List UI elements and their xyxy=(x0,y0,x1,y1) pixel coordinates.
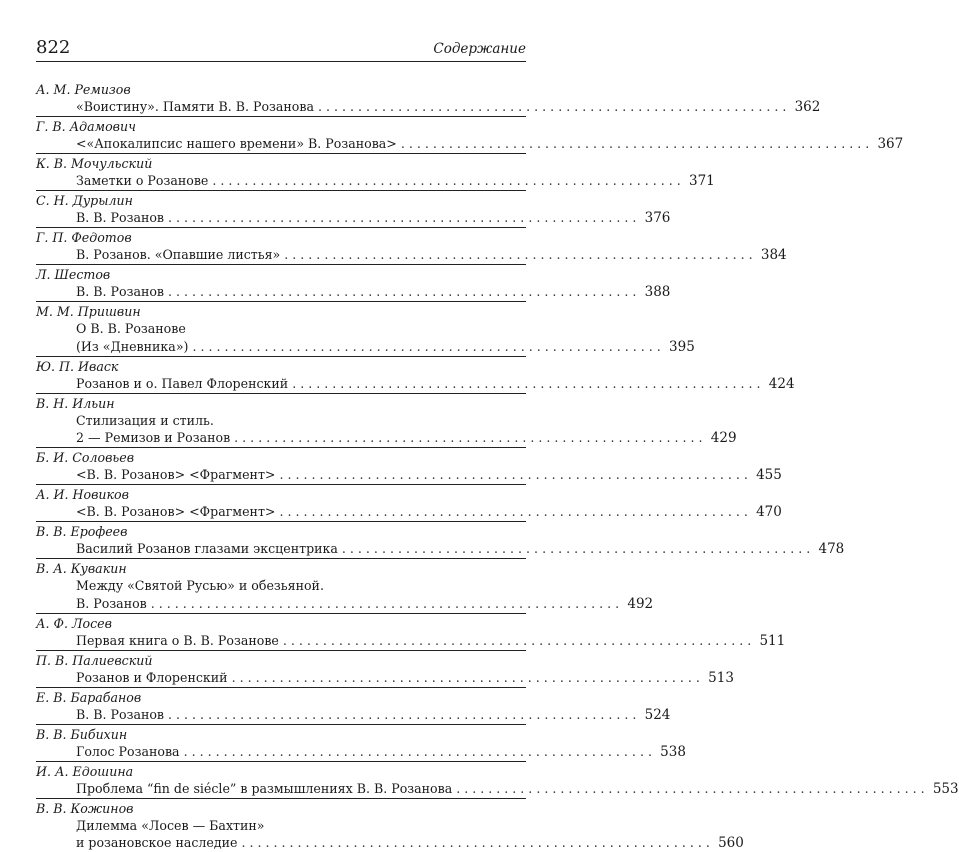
entry-page-number: 384 xyxy=(757,246,787,264)
toc-entry xyxy=(36,485,526,522)
toc-entry xyxy=(36,651,526,688)
toc-entry xyxy=(36,302,526,357)
entry-author: А. М. Ремизов xyxy=(36,80,526,98)
dot-leader: . . . . . . . . . . . . . . . . . . . . . . . . . . . . . . . . . . . . . . . . . . . . . . . . . . . . . . . . . . . xyxy=(284,246,752,264)
entry-author: В. В. Кожинов xyxy=(36,799,526,817)
entry-page-number: 376 xyxy=(640,209,670,227)
toc-entry xyxy=(36,799,526,852)
entry-title: Розанов и о. Павел Флоренский xyxy=(76,375,288,393)
entry-page-number: 371 xyxy=(685,172,715,190)
entry-title: «Воистину». Памяти В. В. Розанова xyxy=(76,98,314,116)
entry-page-number: 455 xyxy=(752,466,782,484)
entry-title-row xyxy=(36,135,526,153)
dot-leader: . . . . . . . . . . . . . . . . . . . . . . . . . . . . . . . . . . . . . . . . . . . . . . . . . . . . . . . . . . . xyxy=(168,209,636,227)
entry-title: В. Розанов. «Опавшие листья» xyxy=(76,246,280,264)
entry-author: К. В. Мочульский xyxy=(36,154,526,172)
entry-title-row xyxy=(36,780,526,798)
entry-title: В. В. Розанов xyxy=(76,706,164,724)
entry-title-row xyxy=(36,540,526,558)
entry-title-row xyxy=(36,503,526,521)
header-rule xyxy=(36,61,526,62)
entry-title-row xyxy=(36,375,526,393)
entry-author: И. А. Едошина xyxy=(36,762,526,780)
entry-page-number: 429 xyxy=(707,429,737,447)
entry-page-number: 395 xyxy=(665,338,695,356)
entry-author: П. В. Палиевский xyxy=(36,651,526,669)
toc-entry xyxy=(36,688,526,725)
toc-entry xyxy=(36,762,526,799)
dot-leader: . . . . . . . . . . . . . . . . . . . . . . . . . . . . . . . . . . . . . . . . . . . . . . . . . . . . . . . . . . . xyxy=(168,706,636,724)
toc-entry xyxy=(36,265,526,302)
entry-title: Василий Розанов глазами эксцентрика xyxy=(76,540,338,558)
toc-entry xyxy=(36,228,526,265)
entry-page-number: 524 xyxy=(640,706,670,724)
entry-title-row xyxy=(36,595,526,613)
entry-title-row xyxy=(36,338,526,356)
table-of-contents xyxy=(36,80,526,852)
toc-entry xyxy=(36,357,526,394)
entry-page-number: 560 xyxy=(714,834,744,852)
entry-page-number: 388 xyxy=(640,283,670,301)
entry-title-row xyxy=(36,743,526,761)
entry-author: Ю. П. Иваск xyxy=(36,357,526,375)
entry-title-row xyxy=(36,209,526,227)
toc-entry xyxy=(36,448,526,485)
entry-title: <В. В. Розанов> <Фрагмент> xyxy=(76,503,275,521)
entry-title: Заметки о Розанове xyxy=(76,172,208,190)
entry-author: В. А. Кувакин xyxy=(36,559,526,577)
dot-leader: . . . . . . . . . . . . . . . . . . . . . . . . . . . . . . . . . . . . . . . . . . . . . . . . . . . . . . . . . . . xyxy=(279,466,747,484)
entry-author: Б. И. Соловьев xyxy=(36,448,526,466)
toc-entry xyxy=(36,191,526,228)
entry-title: <В. В. Розанов> <Фрагмент> xyxy=(76,466,275,484)
toc-entry xyxy=(36,394,526,449)
entry-author: Г. В. Адамович xyxy=(36,117,526,135)
entry-page-number: 492 xyxy=(623,595,653,613)
dot-leader: . . . . . . . . . . . . . . . . . . . . . . . . . . . . . . . . . . . . . . . . . . . . . . . . . . . . . . . . . . . xyxy=(401,135,869,153)
entry-page-number: 362 xyxy=(790,98,820,116)
toc-entry xyxy=(36,154,526,191)
entry-title: Первая книга о В. В. Розанове xyxy=(76,632,279,650)
entry-title: Розанов и Флоренский xyxy=(76,669,228,687)
dot-leader: . . . . . . . . . . . . . . . . . . . . . . . . . . . . . . . . . . . . . . . . . . . . . . . . . . . . . . . . . . . xyxy=(241,834,709,852)
entry-title: <«Апокалипсис нашего времени» В. Розанова> xyxy=(76,135,397,153)
dot-leader: . . . . . . . . . . . . . . . . . . . . . . . . . . . . . . . . . . . . . . . . . . . . . . . . . . . . . . . . . . . xyxy=(318,98,786,116)
dot-leader: . . . . . . . . . . . . . . . . . . . . . . . . . . . . . . . . . . . . . . . . . . . . . . . . . . . . . . . . . . . xyxy=(279,503,747,521)
dot-leader: . . . . . . . . . . . . . . . . . . . . . . . . . . . . . . . . . . . . . . . . . . . . . . . . . . . . . . . . . . . xyxy=(168,283,636,301)
entry-page-number: 553 xyxy=(929,780,959,798)
entry-author: В. В. Бибихин xyxy=(36,725,526,743)
entry-author: А. Ф. Лосев xyxy=(36,614,526,632)
entry-title-row xyxy=(36,706,526,724)
dot-leader: . . . . . . . . . . . . . . . . . . . . . . . . . . . . . . . . . . . . . . . . . . . . . . . . . . . . . . . . . . . xyxy=(456,780,924,798)
entry-title: В. В. Розанов xyxy=(76,209,164,227)
entry-page-number: 424 xyxy=(765,375,795,393)
entry-page-number: 470 xyxy=(752,503,782,521)
entry-title: Голос Розанова xyxy=(76,743,180,761)
entry-author: Л. Шестов xyxy=(36,265,526,283)
page-number: 822 xyxy=(36,38,70,58)
dot-leader: . . . . . . . . . . . . . . . . . . . . . . . . . . . . . . . . . . . . . . . . . . . . . . . . . . . . . . . . . . . xyxy=(184,743,652,761)
toc-entry xyxy=(36,559,526,614)
entry-title-row xyxy=(36,669,526,687)
entry-title-row xyxy=(36,429,526,447)
entry-author: В. В. Ерофеев xyxy=(36,522,526,540)
entry-author: А. И. Новиков xyxy=(36,485,526,503)
entry-title: Проблема “fin de siécle” в размышлениях В. В. Розанова xyxy=(76,780,452,798)
entry-page-number: 511 xyxy=(755,632,785,650)
running-title: Содержание xyxy=(433,40,526,58)
dot-leader: . . . . . . . . . . . . . . . . . . . . . . . . . . . . . . . . . . . . . . . . . . . . . . . . . . . . . . . . . . . xyxy=(192,338,660,356)
entry-page-number: 513 xyxy=(704,669,734,687)
entry-page-number: 367 xyxy=(873,135,903,153)
dot-leader: . . . . . . . . . . . . . . . . . . . . . . . . . . . . . . . . . . . . . . . . . . . . . . . . . . . . . . . . . . . xyxy=(342,540,810,558)
entry-title-row xyxy=(36,466,526,484)
dot-leader: . . . . . . . . . . . . . . . . . . . . . . . . . . . . . . . . . . . . . . . . . . . . . . . . . . . . . . . . . . . xyxy=(292,375,760,393)
toc-entry xyxy=(36,614,526,651)
toc-entry xyxy=(36,80,526,117)
entry-title-row xyxy=(36,834,526,852)
entry-title-line: Дилемма «Лосев — Бахтин» xyxy=(36,817,526,835)
entry-author: Е. В. Барабанов xyxy=(36,688,526,706)
entry-page-number: 478 xyxy=(814,540,844,558)
toc-entry xyxy=(36,522,526,559)
entry-author: С. Н. Дурылин xyxy=(36,191,526,209)
entry-author: Г. П. Федотов xyxy=(36,228,526,246)
entry-title-line: Между «Святой Русью» и обезьяной. xyxy=(36,577,526,595)
entry-title-line: Стилизация и стиль. xyxy=(36,412,526,430)
entry-title-row xyxy=(36,172,526,190)
entry-page-number: 538 xyxy=(656,743,686,761)
entry-author: В. Н. Ильин xyxy=(36,394,526,412)
entry-title: В. В. Розанов xyxy=(76,283,164,301)
entry-title: В. Розанов xyxy=(76,595,147,613)
dot-leader: . . . . . . . . . . . . . . . . . . . . . . . . . . . . . . . . . . . . . . . . . . . . . . . . . . . . . . . . . . . xyxy=(212,172,680,190)
dot-leader: . . . . . . . . . . . . . . . . . . . . . . . . . . . . . . . . . . . . . . . . . . . . . . . . . . . . . . . . . . . xyxy=(151,595,619,613)
entry-title-row xyxy=(36,283,526,301)
entry-title: и розановское наследие xyxy=(76,834,237,852)
entry-title: 2 — Ремизов и Розанов xyxy=(76,429,230,447)
dot-leader: . . . . . . . . . . . . . . . . . . . . . . . . . . . . . . . . . . . . . . . . . . . . . . . . . . . . . . . . . . . xyxy=(232,669,700,687)
dot-leader: . . . . . . . . . . . . . . . . . . . . . . . . . . . . . . . . . . . . . . . . . . . . . . . . . . . . . . . . . . . xyxy=(283,632,751,650)
entry-title-row xyxy=(36,632,526,650)
entry-title-row xyxy=(36,98,526,116)
entry-author: М. М. Пришвин xyxy=(36,302,526,320)
toc-entry xyxy=(36,117,526,154)
entry-title: (Из «Дневника») xyxy=(76,338,188,356)
toc-entry xyxy=(36,725,526,762)
entry-title-row xyxy=(36,246,526,264)
dot-leader: . . . . . . . . . . . . . . . . . . . . . . . . . . . . . . . . . . . . . . . . . . . . . . . . . . . . . . . . . . . xyxy=(234,429,702,447)
entry-title-line: О В. В. Розанове xyxy=(36,320,526,338)
